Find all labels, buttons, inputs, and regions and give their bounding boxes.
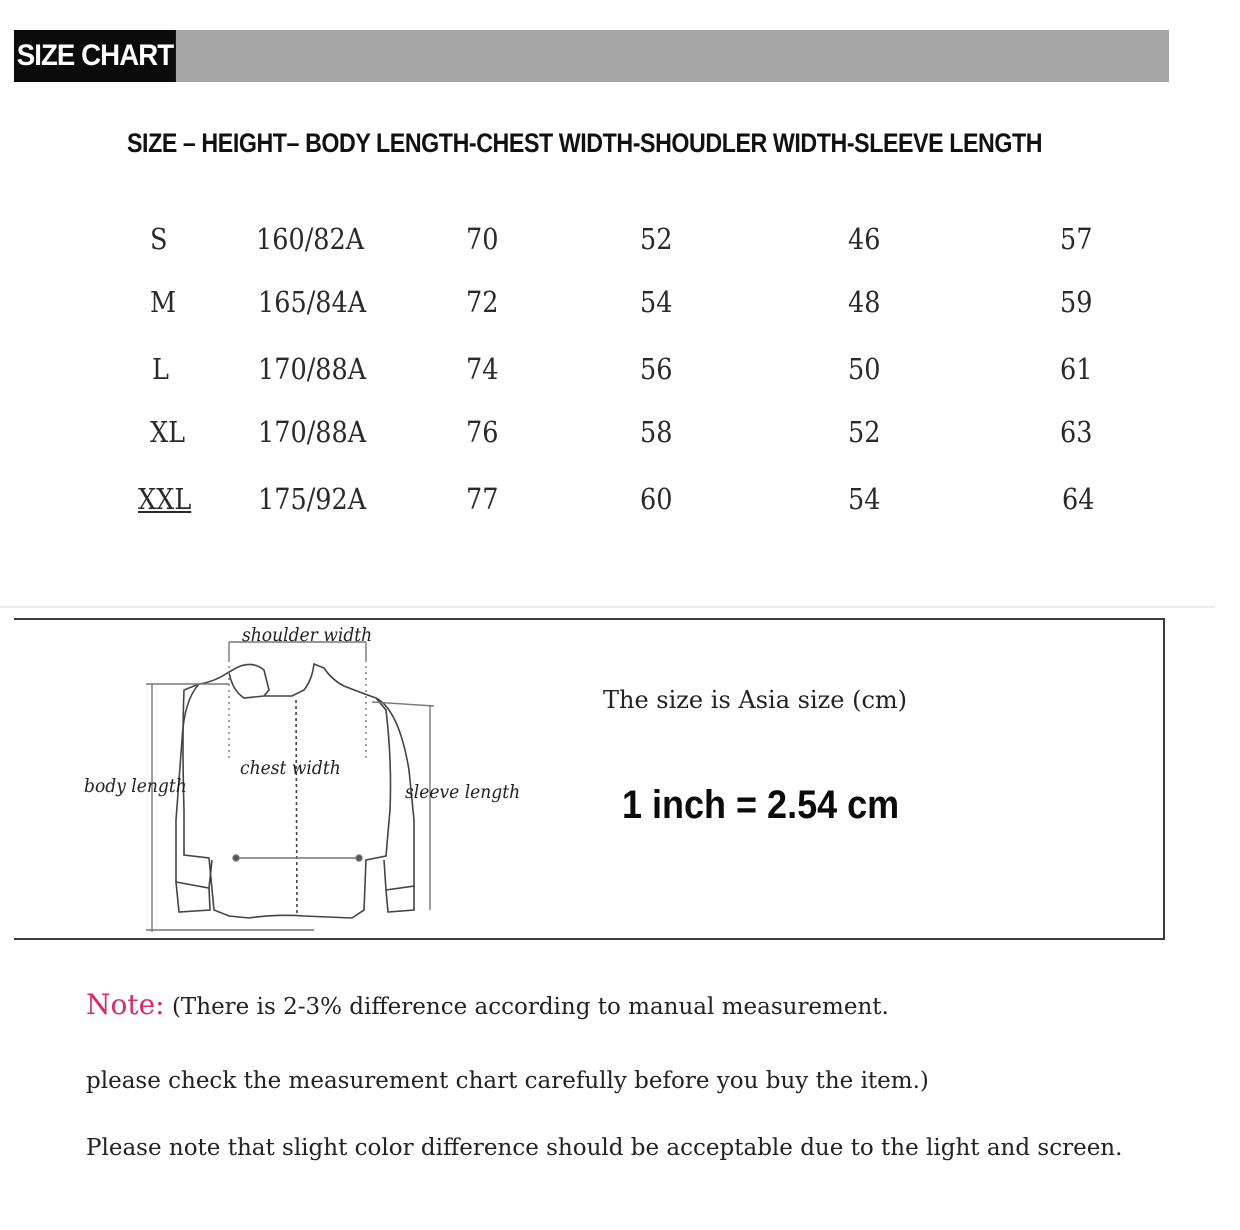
body-length-cell: 72 (466, 285, 499, 319)
column-header-line: SIZE – HEIGHT– BODY LENGTH-CHEST WIDTH-SHOUDLER WIDTH-SLEEVE LENGTH (127, 128, 1043, 158)
note-label: Note: (86, 988, 165, 1021)
chest-width-cell: 54 (640, 285, 673, 319)
sleeve-length-cell: 63 (1060, 415, 1093, 449)
sleeve-length-cell: 61 (1060, 352, 1093, 386)
height-cell: 160/82A (256, 222, 365, 256)
height-cell: 170/88A (258, 415, 367, 449)
size-chart-title: SIZE CHART (14, 30, 176, 82)
body-length-cell: 74 (466, 352, 499, 386)
chest-width-cell: 52 (640, 222, 673, 256)
size-cell: XL (150, 415, 186, 449)
body-length-cell: 70 (466, 222, 499, 256)
body-length-cell: 77 (466, 482, 499, 516)
note-text-1: (There is 2-3% difference according to manual measurement. (171, 994, 889, 1020)
shoulder-width-label: shoulder width (242, 624, 373, 646)
sleeve-length-label: sleeve length (405, 781, 521, 803)
note-line-1 (86, 988, 889, 1021)
shoulder-width-cell: 50 (848, 352, 881, 386)
shoulder-width-cell: 54 (848, 482, 881, 516)
asia-size-note: The size is Asia size (cm) (603, 686, 908, 714)
note-line-2: please check the measurement chart carefully before you buy the item.) (86, 1068, 929, 1094)
shoulder-width-cell: 52 (848, 415, 881, 449)
sleeve-length-cell: 57 (1060, 222, 1093, 256)
shoulder-width-cell: 48 (848, 285, 881, 319)
height-cell: 175/92A (258, 482, 367, 516)
inch-conversion-note: 1 inch = 2.54 cm (622, 783, 900, 827)
body-length-label: body length (84, 775, 187, 797)
chest-width-cell: 56 (640, 352, 673, 386)
height-cell: 170/88A (258, 352, 367, 386)
height-cell: 165/84A (258, 285, 367, 319)
shoulder-width-cell: 46 (848, 222, 881, 256)
section-divider (0, 606, 1215, 608)
jacket-outline (183, 664, 391, 918)
size-cell: XXL (138, 482, 192, 516)
chest-width-cell: 60 (640, 482, 673, 516)
size-cell: S (150, 222, 168, 256)
size-cell: M (150, 285, 177, 319)
size-cell: L (152, 352, 169, 386)
note-line-3: Please note that slight color difference should be acceptable due to the light and screen. (86, 1135, 1123, 1161)
sleeve-length-cell: 64 (1062, 482, 1095, 516)
sleeve-length-cell: 59 (1060, 285, 1093, 319)
body-length-cell: 76 (466, 415, 499, 449)
chest-width-cell: 58 (640, 415, 673, 449)
banner-bar (14, 30, 1169, 82)
chest-width-label: chest width (240, 757, 341, 779)
